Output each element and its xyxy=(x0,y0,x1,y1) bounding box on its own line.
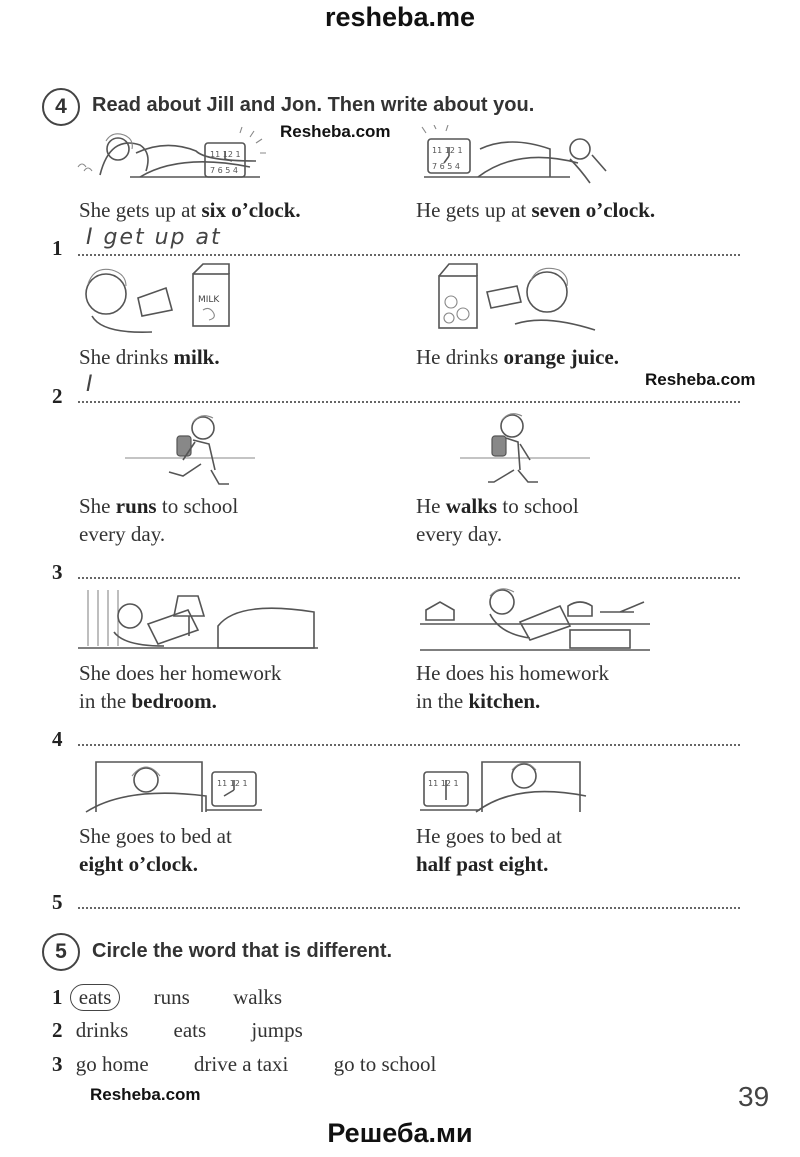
handwritten-answer-1: I get up at xyxy=(86,225,222,250)
jill-sentence-4: She does her homework in the bedroom. xyxy=(79,661,282,713)
jill-drinking-milk-picture xyxy=(78,262,238,337)
watermark-bottom: Решеба.ми xyxy=(327,1118,473,1148)
svg-text:11 12 1: 11 12 1 xyxy=(217,779,248,788)
jon-homework-kitchen-picture xyxy=(420,586,650,656)
exercise-5-row-1: 1 eats runs walks xyxy=(52,985,283,1009)
page-number: 39 xyxy=(738,1081,770,1112)
svg-text:7 6 5 4: 7 6 5 4 xyxy=(210,166,238,175)
answer-line-3[interactable] xyxy=(78,577,740,579)
jon-walking-picture xyxy=(460,410,590,490)
milk-carton-label: MILK xyxy=(198,295,220,305)
svg-text:11 12 1: 11 12 1 xyxy=(432,146,463,155)
word-option-drive-a-taxi[interactable]: drive a taxi xyxy=(193,1052,289,1076)
answer-line-number-4: 4 xyxy=(52,727,63,751)
answer-line-4[interactable] xyxy=(78,744,740,746)
jill-running-picture xyxy=(125,410,255,490)
exercise-5-row-3: 3 go home drive a taxi go to school xyxy=(52,1052,437,1076)
word-option-go-to-school[interactable]: go to school xyxy=(333,1052,437,1076)
answer-line-number-2: 2 xyxy=(52,384,63,408)
jon-drinking-juice-picture xyxy=(435,262,605,337)
word-option-eats-circled[interactable]: eats xyxy=(70,984,121,1011)
exercise-5-heading: Circle the word that is different. xyxy=(92,940,393,962)
svg-text:7 6 5 4: 7 6 5 4 xyxy=(432,162,460,171)
word-option-drinks[interactable]: drinks xyxy=(75,1018,129,1042)
answer-line-5[interactable] xyxy=(78,907,740,909)
jon-waking-picture xyxy=(420,125,620,187)
word-option-eats[interactable]: eats xyxy=(173,1018,207,1042)
jon-sentence-3: He walks to school every day. xyxy=(416,494,579,546)
jon-sentence-4: He does his homework in the kitchen. xyxy=(416,661,610,713)
answer-line-number-1: 1 xyxy=(52,236,63,260)
watermark-top: resheba.me xyxy=(324,2,476,32)
answer-line-number-5: 5 xyxy=(52,890,63,914)
answer-line-number-3: 3 xyxy=(52,560,63,584)
jill-homework-bedroom-picture xyxy=(78,586,318,656)
answer-line-1[interactable] xyxy=(78,254,740,256)
jon-sentence-2: He drinks orange juice. xyxy=(416,345,619,369)
jon-in-bed-picture xyxy=(420,752,590,814)
word-option-go-home[interactable]: go home xyxy=(75,1052,149,1076)
exercise-5-row-2: 2 drinks eats jumps xyxy=(52,1018,303,1042)
exercise-4-heading: Read about Jill and Jon. Then write about you. xyxy=(92,94,535,116)
svg-text:11 12 1: 11 12 1 xyxy=(210,150,241,159)
jill-in-bed-picture xyxy=(82,752,272,814)
answer-line-2[interactable] xyxy=(78,401,740,403)
word-option-jumps[interactable]: jumps xyxy=(251,1018,303,1042)
jill-waking-picture xyxy=(70,125,270,187)
word-option-runs[interactable]: runs xyxy=(153,985,190,1009)
watermark-small-1: Resheba.com xyxy=(280,122,391,141)
exercise-5-number: 5 xyxy=(42,933,80,971)
jon-sentence-5: He goes to bed at half past eight. xyxy=(416,824,562,876)
exercise-4-number: 4 xyxy=(42,88,80,126)
watermark-small-2: Resheba.com xyxy=(645,370,756,389)
jill-sentence-1: She gets up at six o’clock. xyxy=(79,198,301,222)
word-option-walks[interactable]: walks xyxy=(233,985,283,1009)
svg-text:11 12 1: 11 12 1 xyxy=(428,779,459,788)
jill-sentence-5: She goes to bed at eight o’clock. xyxy=(79,824,232,876)
watermark-small-3: Resheba.com xyxy=(90,1085,201,1104)
jon-sentence-1: He gets up at seven o’clock. xyxy=(416,198,656,222)
jill-sentence-2: She drinks milk. xyxy=(79,345,220,369)
handwritten-answer-2: I xyxy=(86,372,95,397)
jill-sentence-3: She runs to school every day. xyxy=(79,494,239,546)
